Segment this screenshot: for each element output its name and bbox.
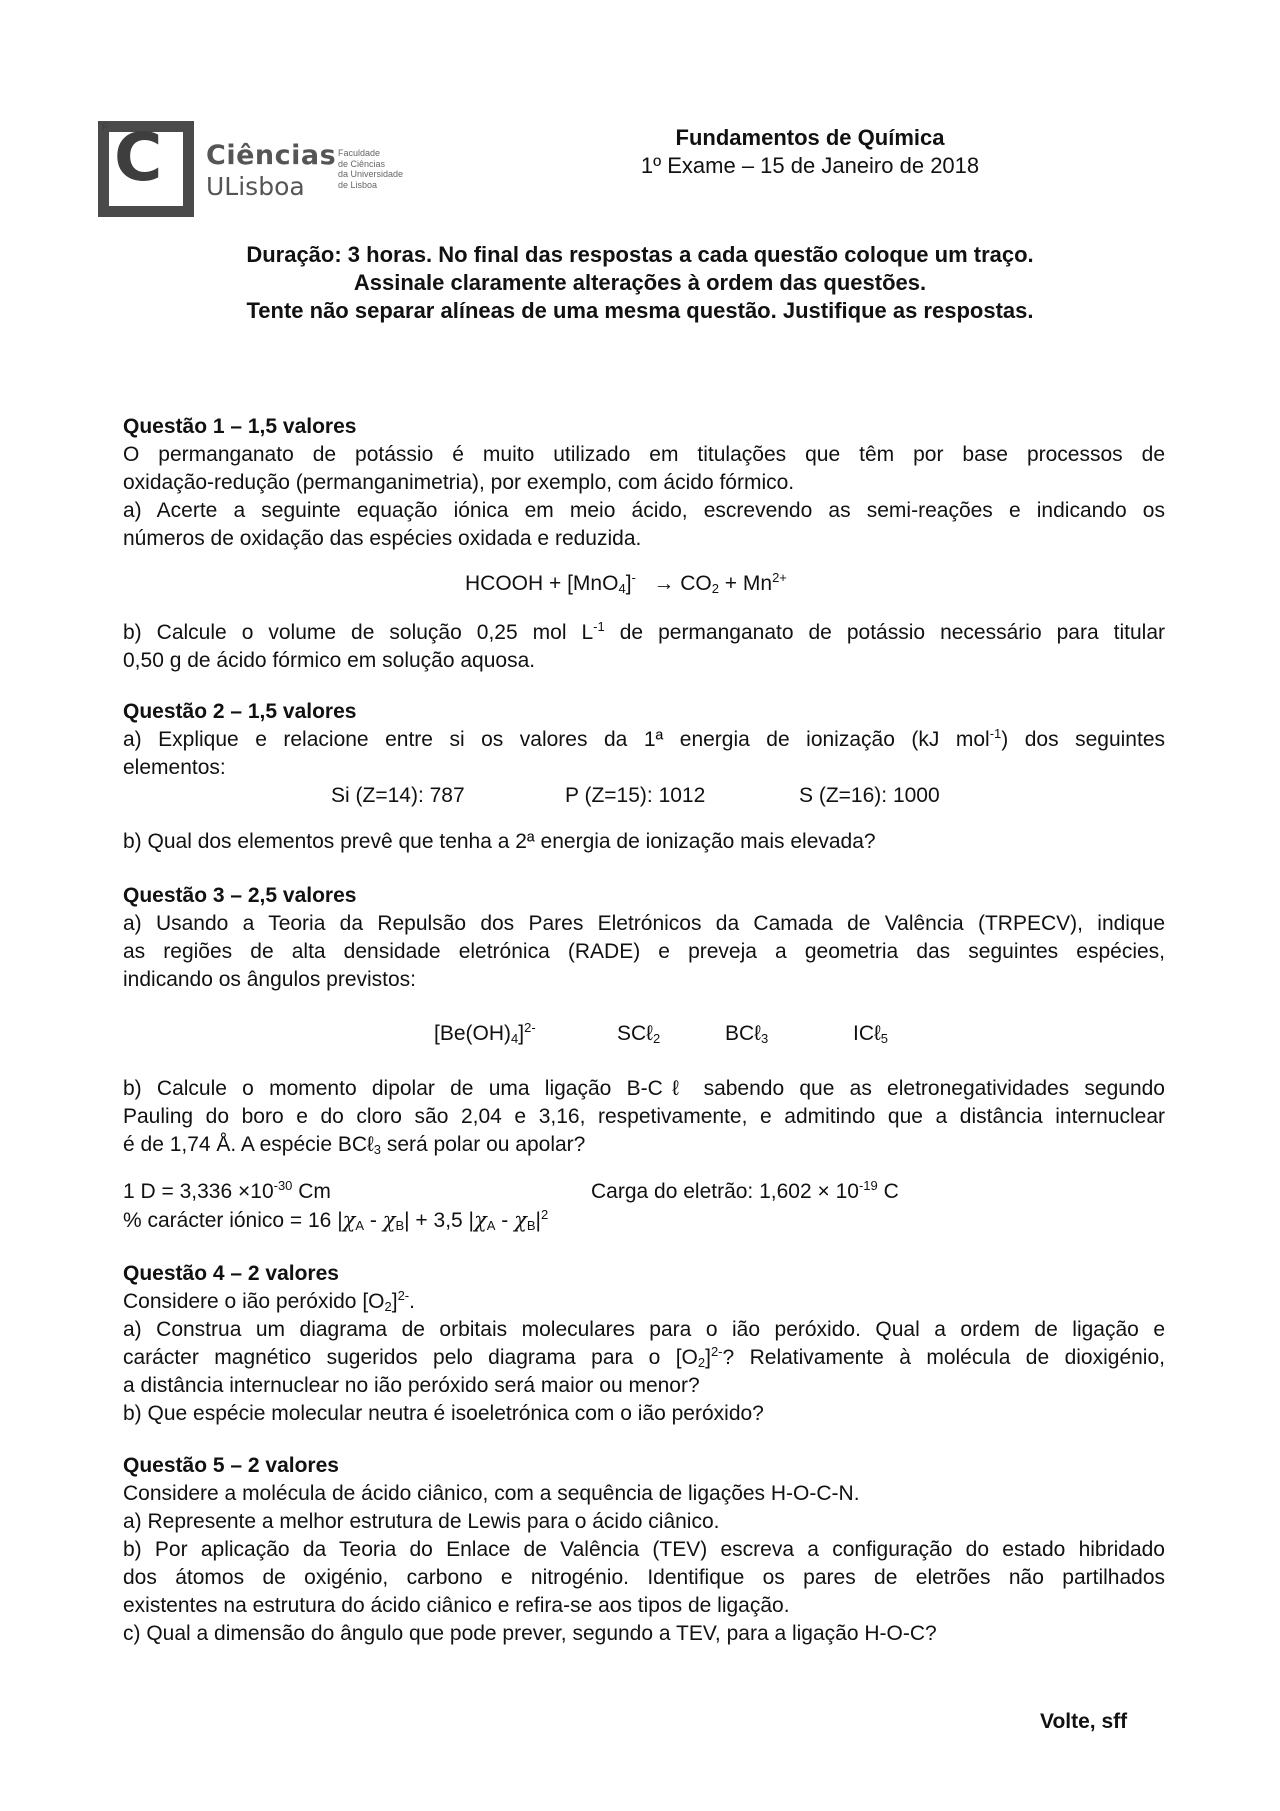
q5-c-text: c) Qual a dimensão do ângulo que pode prever, segundo a TEV, para a ligação H-O-C? (123, 1622, 937, 1645)
q4-a-text: a) Construa um diagrama de orbitais moleculares para o ião peróxido. Qual a ordem de ligação e (123, 1318, 1165, 1341)
q3-a-text: a) Usando a Teoria da Repulsão dos Pares Eletrónicos da Camada de Valência (TRPECV), indique (123, 912, 1165, 935)
q1-text: oxidação-redução (permanganimetria), por exemplo, com ácido fórmico. (123, 471, 795, 494)
q1-b-text: b) Calcule o volume de solução 0,25 mol $L^{-1}$ de permanganato de potássio necessário para titular (123, 619, 1165, 644)
logo-line-2: ULisboa (206, 172, 305, 201)
q2-b-text: b) Qual dos elementos prevê que tenha a 2ª energia de ionização mais elevada? (123, 830, 876, 853)
q1-equation: HCOOH + [MnO$_4$]- → $CO_2 + Mn^{2+}$ (465, 570, 787, 596)
q3-b-text: é de 1,74 Å. A espécie BCℓ$_3$ será polar ou apolar? (123, 1133, 586, 1157)
q3-species-beoh4: $[Be(OH)_4]^{2-}$ (434, 1020, 536, 1046)
q2-a-text: elementos: (123, 756, 226, 779)
q3-b-text: Pauling do boro e do cloro são 2,04 e 3,16, respetivamente, e admitindo que a distância internuclear (123, 1105, 1165, 1128)
q3-a-text: indicando os ângulos previstos: (123, 968, 417, 991)
turn-page-note: Volte, sff (1040, 1710, 1128, 1733)
q3-b-text: b) Calcule o momento dipolar de uma ligação B-Cℓ sabendo que as eletronegatividades segundo (123, 1077, 1165, 1100)
q5-b-text: existentes na estrutura do ácido ciânico e refira-se aos tipos de ligação. (123, 1594, 790, 1617)
q3-ionic-character-formula: % carácter iónico = 16 $|\chi_A - \chi_B| + 3,5$ $|\chi_A - \chi_B|^2$ (123, 1207, 549, 1233)
instruction-line: Assinale claramente alterações à ordem das questões. (353, 270, 927, 295)
q1-b-text: 0,50 g de ácido fórmico em solução aquosa. (123, 649, 536, 672)
q4-a-text: carácter magnético sugeridos pelo diagrama para o $[O_2]^{2-}$? Relativamente à molécula de dioxigénio, (123, 1344, 1165, 1370)
logo-mark (98, 121, 194, 217)
q5-b-text: b) Por aplicação da Teoria do Enlace de Valência (TEV) escreva a configuração do estado hibridado (123, 1538, 1165, 1561)
instruction-line: Tente não separar alíneas de uma mesma questão. Justifique as respostas. (246, 298, 1034, 323)
q3-a-text: as regiões de alta densidade eletrónica (RADE) e preveja a geometria das seguintes espécies, (123, 940, 1165, 963)
logo-line-1: Ciências (206, 140, 337, 171)
q4-b-text: b) Que espécie molecular neutra é isoeletrónica com o ião peróxido? (123, 1402, 764, 1425)
q4-text: Considere o ião peróxido $[O_2]^{2-}$. (123, 1288, 415, 1314)
question-2-title: Questão 2 – 1,5 valores (123, 700, 357, 723)
q4-a-text: a distância internuclear no ião peróxido será maior ou menor? (123, 1374, 700, 1397)
logo-mark-letter: C (114, 119, 163, 196)
reaction-arrow-icon: → (653, 572, 675, 595)
course-title: Fundamentos de Química (675, 125, 945, 150)
q2-a-text: a) Explique e relacione entre si os valores da 1ª energia de ionização (kJ mol$^{-1}$) dos seguintes (123, 726, 1165, 751)
q2-element-p: P (Z=15): 1012 (565, 784, 706, 807)
question-1-title: Questão 1 – 1,5 valores (123, 415, 357, 438)
question-3-title: Questão 3 – 2,5 valores (123, 884, 357, 907)
logo-corner-letter: F (102, 122, 109, 133)
q1-a-text: a) Acerte a seguinte equação iónica em meio ácido, escrevendo as semi-reações e indicando os (123, 499, 1165, 522)
q3-species-scl2: SCℓ$_2$ (617, 1022, 661, 1046)
q5-b-text: dos átomos de oxigénio, carbono e nitrogénio. Identifique os pares de eletrões não partilhados (123, 1566, 1165, 1589)
exam-date: 1º Exame – 15 de Janeiro de 2018 (640, 153, 980, 178)
q3-species-icl5: ICℓ$_5$ (853, 1022, 889, 1046)
q2-element-s: S (Z=16): 1000 (799, 784, 940, 807)
q2-element-si: Si (Z=14): 787 (331, 784, 465, 807)
q5-a-text: a) Represente a melhor estrutura de Lewis para o ácido ciânico. (123, 1510, 720, 1533)
q1-a-text: números de oxidação das espécies oxidada e reduzida. (123, 527, 642, 550)
question-4-title: Questão 4 – 2 valores (123, 1262, 339, 1285)
q5-text: Considere a molécula de ácido ciânico, com a sequência de ligações H-O-C-N. (123, 1482, 860, 1505)
faculty-logo (98, 121, 438, 217)
instruction-line: Duração: 3 horas. No final das respostas a cada questão coloque um traço. (246, 242, 1034, 267)
logo-subtitle: Faculdade de Ciências da Universidade de Lisboa (338, 148, 404, 190)
q3-electron-charge: Carga do eletrão: $1,602 \times 10^{-19}$ C (591, 1178, 899, 1203)
q3-debye-constant: 1 $D = 3,336 \times 10^{-30}$ Cm (123, 1178, 331, 1203)
q1-text: O permanganato de potássio é muito utilizado em titulações que têm por base processos de (123, 443, 1165, 466)
question-5-title: Questão 5 – 2 valores (123, 1454, 339, 1477)
q3-species-bcl3: BCℓ$_3$ (725, 1022, 769, 1046)
